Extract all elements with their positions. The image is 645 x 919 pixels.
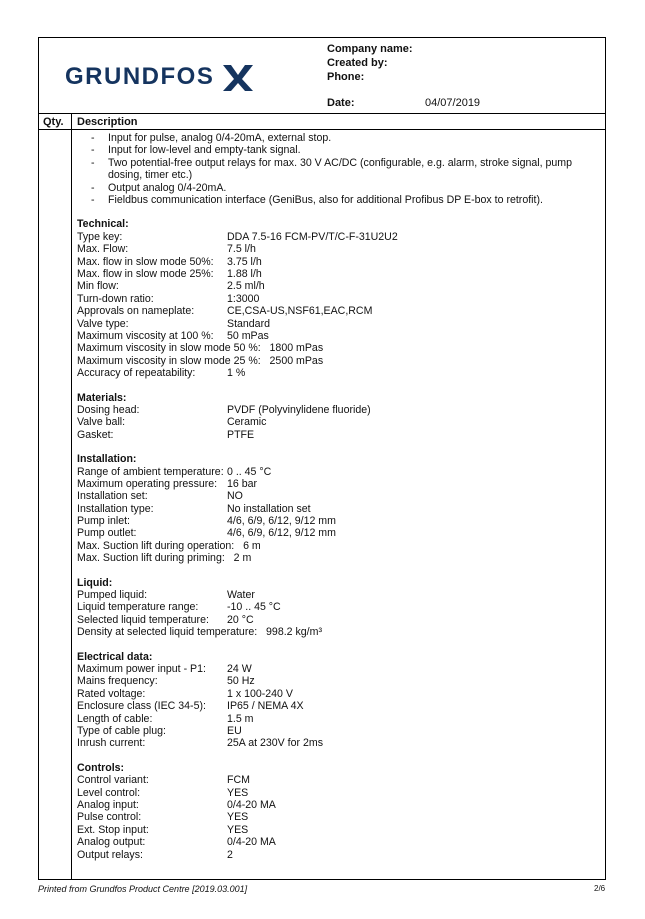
spec-value: 25A at 230V for 2ms bbox=[227, 737, 323, 750]
spec-row bbox=[77, 416, 601, 428]
spec-row bbox=[77, 429, 601, 441]
spec-row bbox=[77, 836, 601, 848]
spec-label: Liquid temperature range: bbox=[77, 601, 199, 614]
spec-value: Water bbox=[227, 589, 255, 602]
spec-section bbox=[77, 762, 601, 861]
spec-value: YES bbox=[227, 811, 249, 824]
spec-section bbox=[77, 453, 601, 565]
qty-column-header: Qty. bbox=[43, 116, 64, 128]
spec-value: 2500 mPas bbox=[269, 354, 324, 367]
spec-row bbox=[77, 737, 601, 749]
spec-label: Length of cable: bbox=[77, 712, 153, 725]
created-by-label: Created by: bbox=[327, 57, 388, 69]
section-title: Controls: bbox=[77, 761, 125, 774]
spec-row bbox=[77, 799, 601, 811]
spec-value: FCM bbox=[227, 774, 250, 787]
spec-value: Ceramic bbox=[227, 416, 267, 429]
spec-row bbox=[77, 515, 601, 527]
spec-label: Approvals on nameplate: bbox=[77, 305, 195, 318]
spec-value: 50 mPas bbox=[227, 329, 269, 342]
feature-list bbox=[77, 132, 601, 206]
spec-row bbox=[77, 787, 601, 799]
footer-page-number: 2/6 bbox=[594, 884, 606, 893]
spec-label: Pump inlet: bbox=[77, 515, 130, 528]
spec-row bbox=[77, 243, 601, 255]
spec-label: Max. Flow: bbox=[77, 243, 129, 256]
spec-value: 4/6, 6/9, 6/12, 9/12 mm bbox=[227, 527, 336, 540]
spec-value: EU bbox=[227, 724, 242, 737]
spec-row bbox=[77, 355, 601, 367]
section-title: Installation: bbox=[77, 453, 137, 466]
spec-label: Valve type: bbox=[77, 317, 129, 330]
spec-value: 6 m bbox=[243, 539, 261, 552]
spec-label: Installation set: bbox=[77, 490, 148, 503]
feature-item bbox=[77, 157, 601, 182]
spec-label: Max. Suction lift during operation: bbox=[77, 539, 235, 552]
spec-row bbox=[77, 601, 601, 613]
spec-value: 1800 mPas bbox=[269, 342, 324, 355]
spec-value: DDA 7.5-16 FCM-PV/T/C-F-31U2U2 bbox=[227, 230, 398, 243]
bullet-dash: - bbox=[91, 181, 95, 194]
spec-row bbox=[77, 268, 601, 280]
spec-label: Maximum operating pressure: bbox=[77, 477, 218, 490]
spec-label: Pumped liquid: bbox=[77, 589, 148, 602]
spec-value: YES bbox=[227, 823, 249, 836]
spec-row bbox=[77, 675, 601, 687]
spec-value: 1.5 m bbox=[227, 712, 254, 725]
spec-value: 24 W bbox=[227, 663, 252, 676]
spec-value: YES bbox=[227, 786, 249, 799]
feature-item bbox=[77, 182, 601, 194]
description-content bbox=[77, 132, 601, 861]
spec-label: Selected liquid temperature: bbox=[77, 613, 209, 626]
spec-row bbox=[77, 527, 601, 539]
spec-value: 3.75 l/h bbox=[227, 255, 262, 268]
spec-label: Inrush current: bbox=[77, 737, 146, 750]
spec-row bbox=[77, 231, 601, 243]
feature-item bbox=[77, 194, 601, 206]
feature-item bbox=[77, 144, 601, 156]
spec-label: Rated voltage: bbox=[77, 687, 146, 700]
spec-row bbox=[77, 466, 601, 478]
spec-row bbox=[77, 540, 601, 552]
spec-value: No installation set bbox=[227, 502, 311, 515]
spec-label: Accuracy of repeatability: bbox=[77, 367, 196, 380]
spec-value: 2 m bbox=[233, 552, 252, 565]
spec-label: Enclosure class (IEC 34-5): bbox=[77, 700, 206, 713]
spec-value: 1 % bbox=[227, 367, 246, 380]
header-divider bbox=[39, 113, 605, 114]
spec-label: Analog input: bbox=[77, 798, 139, 811]
phone-label: Phone: bbox=[327, 71, 365, 83]
spec-row bbox=[77, 256, 601, 268]
spec-value: 0/4-20 MA bbox=[227, 798, 276, 811]
spec-row bbox=[77, 280, 601, 292]
spec-label: Min flow: bbox=[77, 280, 119, 293]
footer-printed-from: Printed from Grundfos Product Centre [2019.03.001] bbox=[38, 884, 248, 894]
spec-label: Type key: bbox=[77, 230, 123, 243]
spec-label: Maximum viscosity in slow mode 25 %: bbox=[77, 354, 261, 367]
spec-row bbox=[77, 614, 601, 626]
spec-label: Output relays: bbox=[77, 848, 143, 861]
spec-row bbox=[77, 824, 601, 836]
spec-row bbox=[77, 849, 601, 861]
bullet-dash: - bbox=[91, 156, 95, 169]
grundfos-logo bbox=[65, 60, 305, 94]
column-divider bbox=[71, 113, 72, 879]
spec-label: Pulse control: bbox=[77, 811, 142, 824]
spec-label: Type of cable plug: bbox=[77, 724, 166, 737]
spec-row bbox=[77, 688, 601, 700]
spec-value: 1:3000 bbox=[227, 292, 260, 305]
spec-row bbox=[77, 713, 601, 725]
feature-text: Input for pulse, analog 0/4-20mA, external stop. bbox=[108, 132, 332, 144]
spec-label: Pump outlet: bbox=[77, 527, 137, 540]
spec-label: Mains frequency: bbox=[77, 675, 158, 688]
spec-label: Max. flow in slow mode 50%: bbox=[77, 255, 214, 268]
spec-row bbox=[77, 305, 601, 317]
spec-value: 20 °C bbox=[227, 613, 254, 626]
grundfos-x-icon bbox=[221, 63, 255, 93]
spec-section bbox=[77, 218, 601, 379]
section-title: Technical: bbox=[77, 218, 129, 231]
section-title: Materials: bbox=[77, 391, 127, 404]
spec-row bbox=[77, 367, 601, 379]
spec-label: Maximum power input - P1: bbox=[77, 663, 206, 676]
spec-row bbox=[77, 330, 601, 342]
spec-label: Density at selected liquid temperature: bbox=[77, 626, 258, 639]
feature-text: Two potential-free output relays for max. 30 V AC/DC (configurable, e.g. alarm, stroke signal, pump dosing, timer etc.) bbox=[108, 156, 572, 182]
spec-row bbox=[77, 404, 601, 416]
spec-label: Turn-down ratio: bbox=[77, 292, 154, 305]
spec-label: Maximum viscosity at 100 %: bbox=[77, 329, 214, 342]
spec-row bbox=[77, 774, 601, 786]
spec-value: PTFE bbox=[227, 428, 255, 441]
spec-row bbox=[77, 589, 601, 601]
date-label: Date: bbox=[327, 97, 355, 109]
spec-value: IP65 / NEMA 4X bbox=[227, 700, 304, 713]
spec-value: 50 Hz bbox=[227, 675, 255, 688]
spec-label: Max. Suction lift during priming: bbox=[77, 552, 225, 565]
date-value: 04/07/2019 bbox=[425, 97, 481, 109]
spec-value: Standard bbox=[227, 317, 270, 330]
spec-row bbox=[77, 811, 601, 823]
spec-section bbox=[77, 392, 601, 442]
spec-value: PVDF (Polyvinylidene fluoride) bbox=[227, 403, 371, 416]
spec-section bbox=[77, 651, 601, 750]
spec-row bbox=[77, 318, 601, 330]
spec-sections bbox=[77, 218, 601, 860]
header-info bbox=[327, 42, 413, 84]
spec-label: Valve ball: bbox=[77, 416, 126, 429]
spec-value: NO bbox=[227, 490, 243, 503]
spec-label: Level control: bbox=[77, 786, 141, 799]
spec-value: 2.5 ml/h bbox=[227, 280, 265, 293]
spec-value: 1 x 100-240 V bbox=[227, 687, 293, 700]
logo-wordmark: GRUNDFOS bbox=[65, 63, 215, 90]
spec-row bbox=[77, 503, 601, 515]
spec-label: Analog output: bbox=[77, 836, 146, 849]
feature-item bbox=[77, 132, 601, 144]
spec-row bbox=[77, 663, 601, 675]
spec-row bbox=[77, 342, 601, 354]
feature-text: Input for low-level and empty-tank signal. bbox=[108, 144, 301, 157]
feature-text: Output analog 0/4-20mA. bbox=[108, 181, 227, 194]
spec-value: 16 bar bbox=[227, 477, 258, 490]
spec-value: -10 .. 45 °C bbox=[227, 601, 281, 614]
section-title: Liquid: bbox=[77, 576, 113, 589]
spec-row bbox=[77, 490, 601, 502]
spec-value: 2 bbox=[227, 848, 233, 861]
document-frame bbox=[38, 37, 606, 880]
spec-label: Gasket: bbox=[77, 428, 114, 441]
spec-label: Ext. Stop input: bbox=[77, 823, 149, 836]
spec-label: Range of ambient temperature: bbox=[77, 465, 224, 478]
section-title: Electrical data: bbox=[77, 650, 153, 663]
spec-section bbox=[77, 577, 601, 639]
bullet-dash: - bbox=[91, 144, 95, 157]
spec-label: Maximum viscosity in slow mode 50 %: bbox=[77, 342, 261, 355]
spec-row bbox=[77, 478, 601, 490]
spec-row bbox=[77, 552, 601, 564]
spec-value: 7.5 l/h bbox=[227, 243, 256, 256]
description-column-header: Description bbox=[77, 116, 138, 128]
spec-label: Installation type: bbox=[77, 502, 154, 515]
company-name-label: Company name: bbox=[327, 43, 413, 55]
bullet-dash: - bbox=[91, 132, 95, 144]
bullet-dash: - bbox=[91, 194, 95, 207]
spec-value: 0/4-20 MA bbox=[227, 836, 276, 849]
spec-label: Control variant: bbox=[77, 774, 149, 787]
spec-value: 998.2 kg/m³ bbox=[266, 626, 322, 639]
spec-value: CE,CSA-US,NSF61,EAC,RCM bbox=[227, 305, 373, 318]
spec-label: Max. flow in slow mode 25%: bbox=[77, 268, 214, 281]
spec-value: 1.88 l/h bbox=[227, 268, 262, 281]
spec-value: 0 .. 45 °C bbox=[227, 465, 272, 478]
spec-value: 4/6, 6/9, 6/12, 9/12 mm bbox=[227, 515, 336, 528]
spec-row bbox=[77, 293, 601, 305]
feature-text: Fieldbus communication interface (GeniBus, also for additional Profibus DP E-box to retrofit). bbox=[108, 194, 543, 207]
spec-row bbox=[77, 700, 601, 712]
column-header-divider bbox=[39, 129, 605, 130]
spec-label: Dosing head: bbox=[77, 403, 140, 416]
spec-row bbox=[77, 626, 601, 638]
spec-row bbox=[77, 725, 601, 737]
